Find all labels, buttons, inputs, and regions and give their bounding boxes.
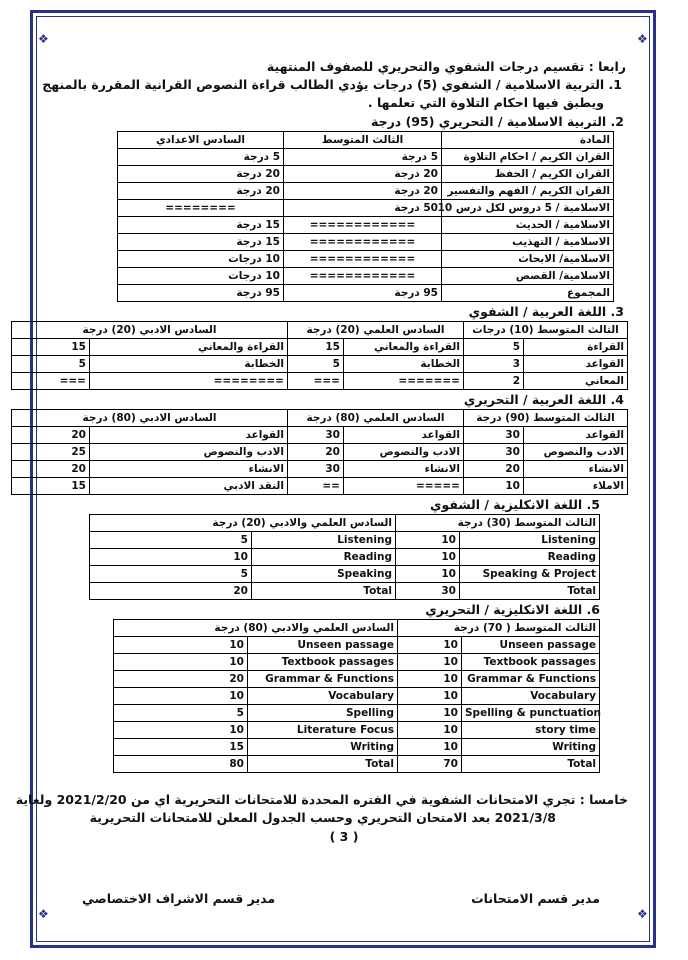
table-cell: المجموع: [442, 285, 614, 302]
header-cell: السادس العلمي (20) درجة: [287, 322, 463, 339]
table-cell: Speaking & Project: [460, 566, 600, 583]
table-cell: 10: [397, 688, 461, 705]
table-cell: ========: [89, 373, 287, 390]
table-cell: 10: [397, 637, 461, 654]
table-cell: 5: [113, 705, 247, 722]
table-cell: Textbook passages: [462, 654, 600, 671]
table-header-row: [89, 515, 599, 532]
section6-heading: 6. اللغة الانكليزية / التحريري: [425, 602, 600, 617]
table-cell: Listening: [460, 532, 600, 549]
table-cell: 20: [89, 583, 251, 600]
table-cell: الاسلامية/ الابحاث: [442, 251, 614, 268]
table-cell: 30: [463, 427, 523, 444]
table-cell: Reading: [251, 549, 395, 566]
table-cell: الانشاء: [524, 461, 628, 478]
table-cell: 5: [11, 356, 89, 373]
table-cell: القراءة والمعاني: [89, 339, 287, 356]
table-cell: 30: [287, 427, 343, 444]
header-cell: السادس الادبي (80) درجة: [11, 410, 287, 427]
table-cell: القران الكريم / الفهم والتفسير: [442, 183, 614, 200]
english-written-table: [113, 619, 600, 773]
table-cell: 20 درجة: [118, 166, 284, 183]
table-cell: Reading: [460, 549, 600, 566]
table-cell: 5 درجة: [118, 149, 284, 166]
header-cell: الثالث المتوسط ( 70) درجة: [397, 620, 599, 637]
table-cell: 2: [463, 373, 523, 390]
table-row: [11, 478, 627, 495]
header-cell: السادس الاعدادي: [118, 132, 284, 149]
document-content: [15, 58, 628, 844]
table-cell: الادب والنصوص: [343, 444, 463, 461]
table-cell: القراءة: [524, 339, 628, 356]
header-cell: السادس العلمي (80) درجة: [287, 410, 463, 427]
table-cell: 70: [397, 756, 461, 773]
table-row: [113, 637, 599, 654]
table-cell: Literature Focus: [247, 722, 397, 739]
table-row: [118, 183, 614, 200]
table-cell: 10 درجات: [118, 268, 284, 285]
table-cell: القواعد: [343, 427, 463, 444]
table-cell: الادب والنصوص: [524, 444, 628, 461]
corner-ornament-top-left: ❖: [38, 32, 49, 46]
table-cell: القواعد: [524, 427, 628, 444]
table-cell: ============: [284, 251, 442, 268]
table-cell: 10: [397, 671, 461, 688]
table-cell: القران الكريم / الحفظ: [442, 166, 614, 183]
header-cell: المادة: [442, 132, 614, 149]
table-row: [11, 461, 627, 478]
table-cell: 20 درجة: [284, 183, 442, 200]
table-cell: الادب والنصوص: [89, 444, 287, 461]
table-cell: القران الكريم / احكام التلاوة: [442, 149, 614, 166]
corner-ornament-bottom-right: ❖: [637, 907, 648, 921]
table-cell: ===: [287, 373, 343, 390]
table-cell: Textbook passages: [247, 654, 397, 671]
table-cell: Grammar & Functions: [462, 671, 600, 688]
table-row: [118, 200, 614, 217]
table-cell: 10: [397, 654, 461, 671]
item1-line2: ويطبق فيها احكام التلاوة التي تعلمها .: [367, 95, 604, 110]
table-cell: Listening: [251, 532, 395, 549]
table-cell: 50 درجة: [284, 200, 442, 217]
section3-heading: 3. اللغة العربية / الشفوي: [468, 304, 624, 319]
english-oral-table: [89, 514, 600, 600]
section4-heading: 4. اللغة العربية / التحريري: [463, 392, 624, 407]
table-cell: 5: [287, 356, 343, 373]
header-cell: الثالث المتوسط (90) درجة: [463, 410, 627, 427]
table-cell: الانشاء: [343, 461, 463, 478]
table-cell: Unseen passage: [247, 637, 397, 654]
section-four-title: رابعا : تقسيم درجات الشفوي والتحريري للصفوف المنتهية: [266, 59, 626, 74]
arabic-written-table: [11, 409, 628, 495]
header-cell: الثالث المتوسط (10) درجات: [463, 322, 627, 339]
table-row: [89, 566, 599, 583]
table-cell: Spelling & punctuation: [462, 705, 600, 722]
table-cell: 20: [11, 427, 89, 444]
fifth-line1: خامسا : تجري الامتحانات الشفوية في الفتره المحددة للامتحانات التحريرية اي من 2021/2/20 ولغاية: [15, 792, 628, 807]
table-header-row: [11, 322, 627, 339]
table-row: [118, 166, 614, 183]
table-cell: 5 درجة: [284, 149, 442, 166]
table-row: [113, 756, 599, 773]
table-cell: =======: [343, 373, 463, 390]
table-cell: 20 درجة: [284, 166, 442, 183]
table-cell: Grammar & Functions: [247, 671, 397, 688]
table-row: [118, 217, 614, 234]
table-cell: 3: [463, 356, 523, 373]
table-cell: 15: [11, 339, 89, 356]
table-cell: 15 درجة: [118, 234, 284, 251]
table-row: [118, 234, 614, 251]
table-cell: النقد الادبي: [89, 478, 287, 495]
table-row: [11, 444, 627, 461]
header-cell: السادس العلمي والادبي (80) درجة: [113, 620, 397, 637]
item1-line1: 1. التربية الاسلامية / الشفوي (5) درجات يؤدي الطالب قراءة النصوص القرانية المقررة بالمنهج: [42, 77, 622, 92]
table-cell: ==: [287, 478, 343, 495]
table-cell: 20: [287, 444, 343, 461]
table-header-row: [118, 132, 614, 149]
table-cell: 10 درجات: [118, 251, 284, 268]
table-cell: الاسلامية / 5 دروس لكل درس 10: [442, 200, 614, 217]
table-row: [11, 373, 627, 390]
table-cell: 20: [463, 461, 523, 478]
table-cell: story time: [462, 722, 600, 739]
table-row: [118, 149, 614, 166]
table-cell: 30: [463, 444, 523, 461]
signature-supervision-director: مدير قسم الاشراف الاختصاصي: [82, 891, 276, 906]
table-cell: Total: [462, 756, 600, 773]
table-cell: 10: [463, 478, 523, 495]
table-cell: Spelling: [247, 705, 397, 722]
table-cell: 15 درجة: [118, 217, 284, 234]
table-cell: 15: [287, 339, 343, 356]
table-header-row: [11, 410, 627, 427]
table-row: [89, 549, 599, 566]
table-cell: 20: [11, 461, 89, 478]
table-row: [11, 356, 627, 373]
table-cell: 10: [397, 722, 461, 739]
signature-exams-director: مدير قسم الامتحانات: [471, 891, 600, 906]
table-cell: Total: [251, 583, 395, 600]
table-cell: الانشاء: [89, 461, 287, 478]
header-cell: الثالث المتوسط (30) درجة: [395, 515, 599, 532]
table-cell: 95 درجة: [284, 285, 442, 302]
corner-ornament-top-right: ❖: [637, 32, 648, 46]
table-cell: 10: [113, 688, 247, 705]
table-cell: الاسلامية / الحديث: [442, 217, 614, 234]
table-cell: القواعد: [89, 427, 287, 444]
table-row: [118, 251, 614, 268]
table-cell: 10: [89, 549, 251, 566]
table-row: [113, 671, 599, 688]
table-cell: ============: [284, 217, 442, 234]
table-cell: 10: [395, 532, 459, 549]
section5-heading: 5. اللغة الانكليزية / الشفوي: [430, 497, 600, 512]
table-cell: 10: [395, 549, 459, 566]
fifth-line2: 2021/3/8 بعد الامتحان التحريري وحسب الجدول المعلن للامتحانات التحريرية: [89, 810, 556, 825]
table-cell: 5: [89, 566, 251, 583]
table-cell: الخطابة: [89, 356, 287, 373]
islamic-written-table: [117, 131, 614, 302]
table-row: [113, 722, 599, 739]
table-cell: ========: [118, 200, 284, 217]
table-cell: Unseen passage: [462, 637, 600, 654]
table-cell: 5: [89, 532, 251, 549]
table-cell: 15: [113, 739, 247, 756]
table-cell: 5: [463, 339, 523, 356]
table-row: [89, 532, 599, 549]
table-cell: 20: [113, 671, 247, 688]
page-number: ( 3 ): [329, 829, 359, 844]
table-cell: Speaking: [251, 566, 395, 583]
table-cell: Writing: [462, 739, 600, 756]
table-row: [118, 285, 614, 302]
table-cell: 20 درجة: [118, 183, 284, 200]
table-cell: Total: [460, 583, 600, 600]
table-cell: 95 درجة: [118, 285, 284, 302]
table-cell: الاسلامية/ القصص: [442, 268, 614, 285]
table-cell: Vocabulary: [247, 688, 397, 705]
table-row: [11, 339, 627, 356]
table-cell: القراءة والمعاني: [343, 339, 463, 356]
table-header-row: [113, 620, 599, 637]
table-cell: 10: [397, 739, 461, 756]
arabic-oral-table: [11, 321, 628, 390]
table-row: [113, 654, 599, 671]
header-cell: السادس الادبي (20) درجة: [11, 322, 287, 339]
header-cell: الثالث المتوسط: [284, 132, 442, 149]
table-row: [113, 688, 599, 705]
table-row: [113, 705, 599, 722]
table-cell: ============: [284, 268, 442, 285]
table-cell: Total: [247, 756, 397, 773]
header-cell: السادس العلمي والادبي (20) درجة: [89, 515, 395, 532]
table-row: [113, 739, 599, 756]
table-cell: 30: [287, 461, 343, 478]
table-cell: القواعد: [524, 356, 628, 373]
corner-ornament-bottom-left: ❖: [38, 907, 49, 921]
table-cell: 10: [113, 722, 247, 739]
table-cell: ============: [284, 234, 442, 251]
table-cell: =====: [343, 478, 463, 495]
table-row: [89, 583, 599, 600]
table-cell: 80: [113, 756, 247, 773]
table-cell: Writing: [247, 739, 397, 756]
table-cell: 25: [11, 444, 89, 461]
table-cell: 15: [11, 478, 89, 495]
section2-heading: 2. التربية الاسلامية / التحريري (95) درجة: [371, 114, 624, 129]
table-cell: الاسلامية / التهذيب: [442, 234, 614, 251]
table-cell: 10: [113, 637, 247, 654]
table-cell: 10: [395, 566, 459, 583]
table-cell: 10: [113, 654, 247, 671]
table-cell: الخطابة: [343, 356, 463, 373]
table-cell: 30: [395, 583, 459, 600]
table-row: [11, 427, 627, 444]
table-cell: Vocabulary: [462, 688, 600, 705]
table-cell: 10: [397, 705, 461, 722]
table-cell: الاملاء: [524, 478, 628, 495]
table-row: [118, 268, 614, 285]
table-cell: ===: [11, 373, 89, 390]
table-cell: المعاني: [524, 373, 628, 390]
